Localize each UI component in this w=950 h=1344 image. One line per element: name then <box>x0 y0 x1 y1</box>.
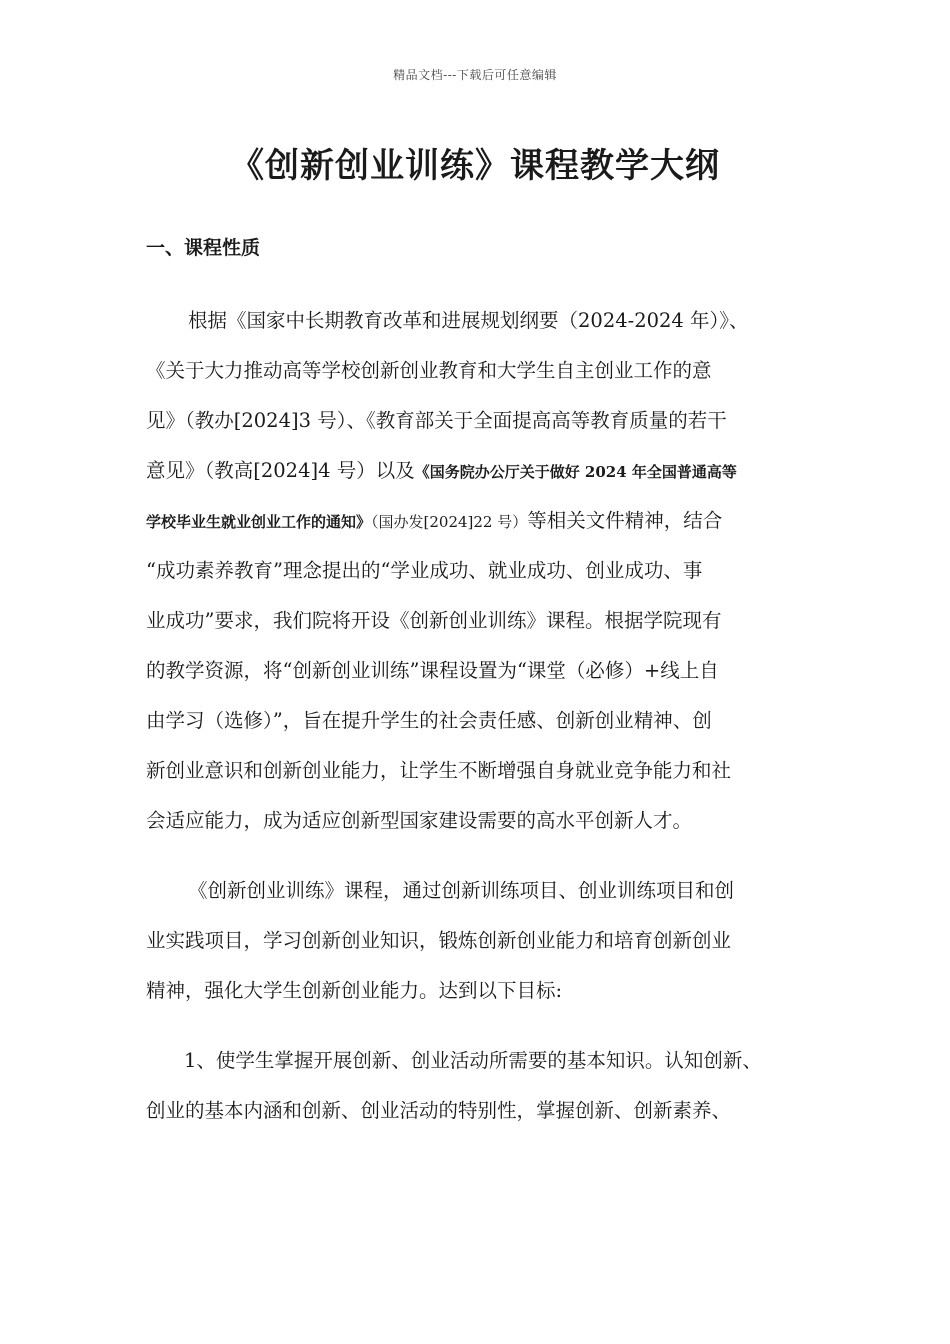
paragraph-line: 会适应能力，成为适应创新型国家建设需要的高水平创新人才。 <box>146 809 693 832</box>
notice-number-text: （国办发[2024]22 号） <box>371 513 528 531</box>
document-title: 《创新创业训练》课程教学大纲 <box>230 146 720 186</box>
paragraph-text: 等相关文件精神，结合 <box>527 509 723 532</box>
paragraph-line: 见》（教办[2024]3 号）、《教育部关于全面提高高等教育质量的若干 <box>146 409 727 432</box>
paragraph-line: 《关于大力推动高等学校创新创业教育和大学生自主创业工作的意 <box>146 359 712 382</box>
paragraph-text: 意见》（教高[2024]4 号）以及 <box>146 459 415 482</box>
paragraph-line: 业实践项目，学习创新创业知识，锻炼创新创业能力和培育创新创业 <box>146 929 732 952</box>
paragraph-line: 《创新创业训练》课程，通过创新训练项目、创业训练项目和创 <box>188 879 735 902</box>
paragraph-line: 业成功”要求，我们院将开设《创新创业训练》课程。根据学院现有 <box>146 609 722 632</box>
paragraph-line: “成功素养教育”理念提出的“学业成功、就业成功、创业成功、事 <box>146 559 703 582</box>
paragraph-line: 1、使学生掌握开展创新、创业活动所需要的基本知识。认知创新、 <box>184 1049 762 1072</box>
section-heading: 一、课程性质 <box>146 237 261 259</box>
header-note: 精品文档---下载后可任意编辑 <box>393 68 557 82</box>
paragraph-line: 由学习（选修）”，旨在提升学生的社会责任感、创新创业精神、创 <box>146 709 712 732</box>
notice-title-text: 学校毕业生就业创业工作的通知》 <box>146 513 372 531</box>
paragraph-line: 新创业意识和创新创业能力，让学生不断增强自身就业竞争能力和社 <box>146 759 732 782</box>
paragraph-line <box>146 446 810 496</box>
paragraph-line: 创业的基本内涵和创新、创业活动的特别性，掌握创新、创新素养、 <box>146 1099 732 1122</box>
notice-title-text: 《国务院办公厅关于做好 2024 年全国普通高等 <box>414 463 737 481</box>
paragraph-course-nature <box>146 296 810 846</box>
paragraph-course-overview <box>146 866 810 1016</box>
paragraph-line: 精神，强化大学生创新创业能力。达到以下目标: <box>146 979 563 1002</box>
paragraph-line: 的教学资源，将“创新创业训练”课程设置为“课堂（必修）+线上自 <box>146 659 719 682</box>
paragraph-objective-1 <box>146 1036 810 1136</box>
paragraph-line <box>146 496 810 546</box>
paragraph-line: 根据《国家中长期教育改革和进展规划纲要（2024-2024 年）》、 <box>188 309 749 332</box>
